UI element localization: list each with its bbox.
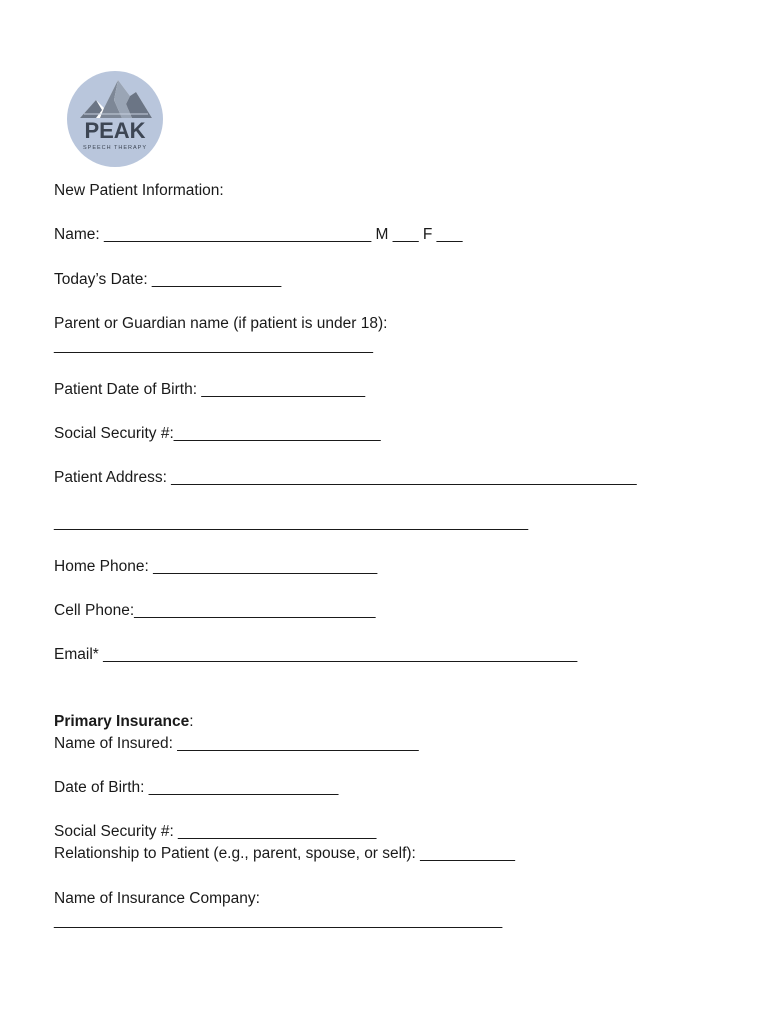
relationship-field[interactable]: Relationship to Patient (e.g., parent, spouse, or self): ___________ bbox=[54, 845, 515, 862]
name-field[interactable]: Name: _______________________________ M ___ F ___ bbox=[54, 226, 463, 243]
svg-text:PEAK: PEAK bbox=[84, 118, 146, 143]
address-field[interactable]: Patient Address: ______________________________________________________ bbox=[54, 469, 637, 486]
address-line2-field[interactable]: _______________________________________________________ bbox=[54, 514, 529, 531]
mountain-logo-icon bbox=[66, 70, 164, 168]
peak-logo bbox=[66, 70, 164, 168]
svg-text:SPEECH THERAPY: SPEECH THERAPY bbox=[82, 145, 148, 151]
insurance-company-label: Name of Insurance Company: bbox=[54, 890, 260, 907]
cell-phone-field[interactable]: Cell Phone:____________________________ bbox=[54, 602, 376, 619]
email-field[interactable]: Email* _______________________________________________________ bbox=[54, 646, 578, 663]
insurance-company-field[interactable]: ____________________________________________________ bbox=[54, 912, 503, 929]
patient-dob-field[interactable]: Patient Date of Birth: ___________________ bbox=[54, 381, 366, 398]
insured-dob-field[interactable]: Date of Birth: ______________________ bbox=[54, 779, 339, 796]
primary-insurance-label: Primary Insurance bbox=[54, 713, 190, 730]
guardian-field[interactable]: _____________________________________ bbox=[54, 337, 373, 354]
form-heading: New Patient Information: bbox=[54, 182, 224, 199]
ssn-field[interactable]: Social Security #:________________________ bbox=[54, 425, 381, 442]
home-phone-field[interactable]: Home Phone: __________________________ bbox=[54, 558, 378, 575]
primary-insurance-colon: : bbox=[189, 713, 194, 730]
name-of-insured-field[interactable]: Name of Insured: ____________________________ bbox=[54, 735, 419, 752]
guardian-label: Parent or Guardian name (if patient is under 18): bbox=[54, 315, 388, 332]
primary-insurance-heading bbox=[54, 712, 194, 732]
todays-date-field[interactable]: Today’s Date: _______________ bbox=[54, 271, 282, 288]
insured-ssn-field[interactable]: Social Security #: _______________________ bbox=[54, 823, 377, 840]
